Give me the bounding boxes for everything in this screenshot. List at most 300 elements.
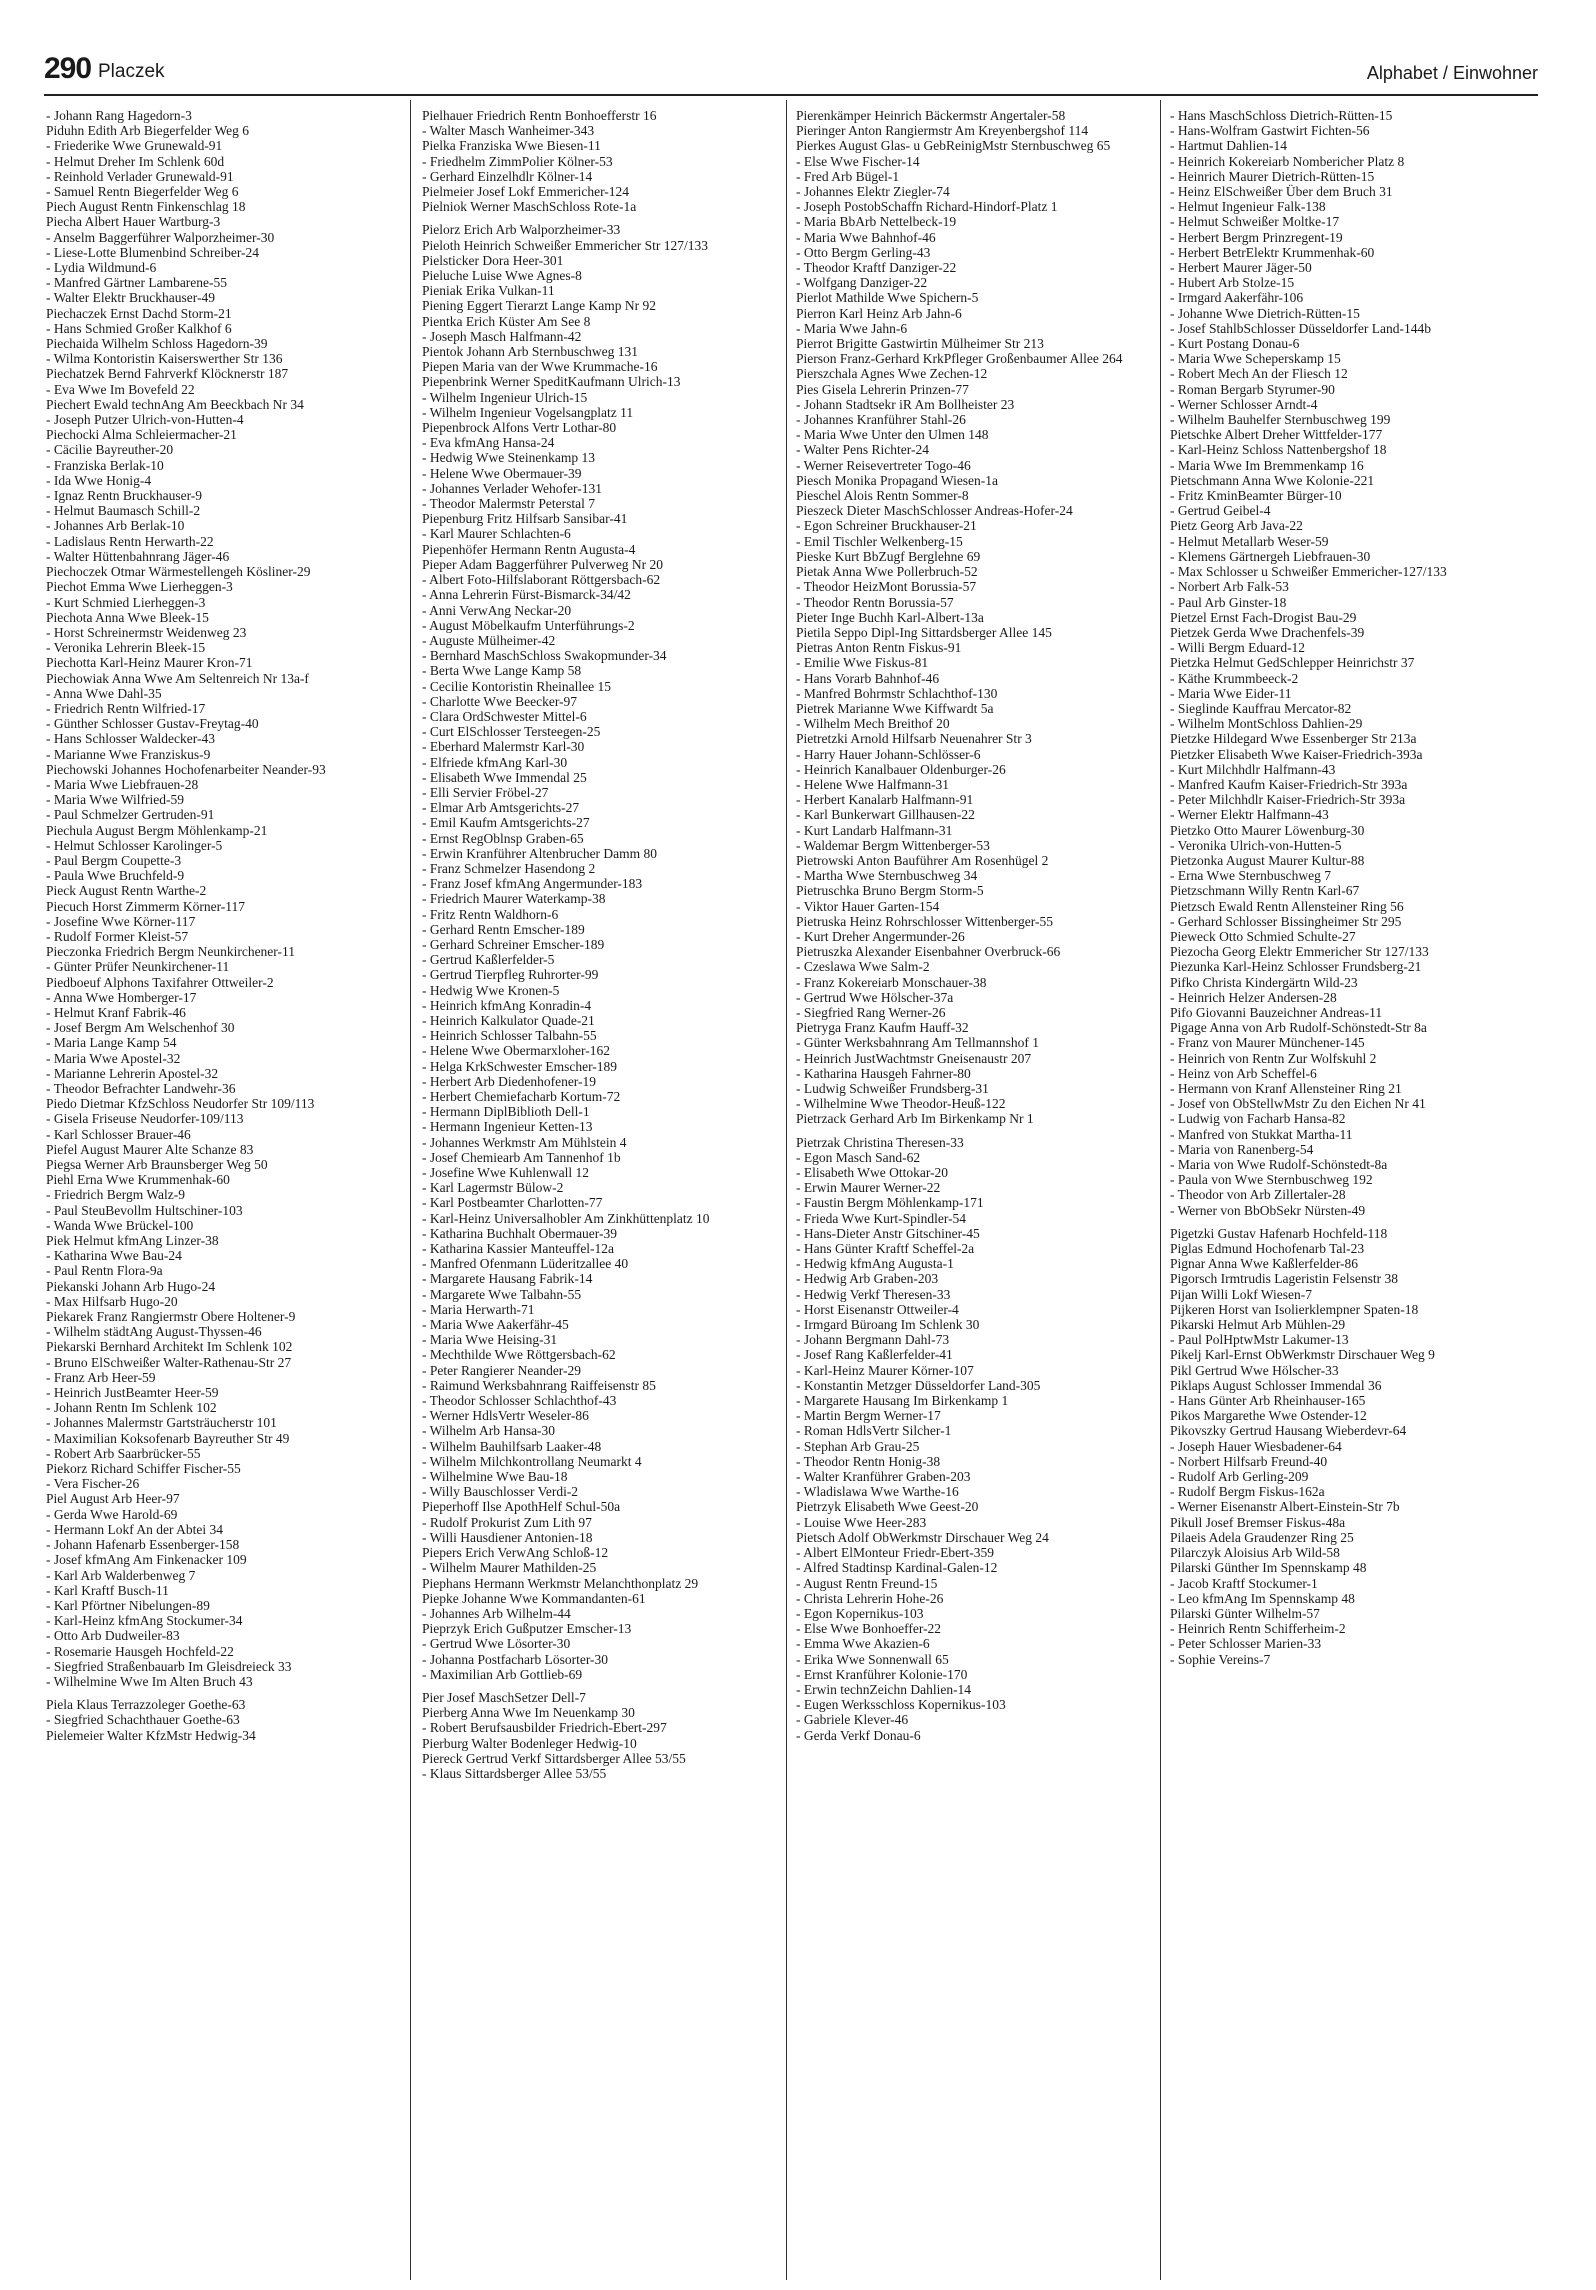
directory-entry: Pilaeis Adela Graudenzer Ring 25 <box>1170 1529 1354 1545</box>
directory-sub-entry: - Emil Kaufm Amtsgerichts-27 <box>422 815 590 831</box>
directory-entry: Piela Klaus Terrazzoleger Goethe-63 <box>46 1697 246 1713</box>
directory-sub-entry: - Herbert Arb Diedenhofener-19 <box>422 1073 597 1089</box>
directory-entry: Piechoczek Otmar Wärmestellengeh Kösliner-29 <box>46 564 311 580</box>
directory-sub-entry: - Peter Rangierer Neander-29 <box>422 1362 582 1378</box>
directory-sub-entry: - Theodor Kraftf Danziger-22 <box>796 260 957 276</box>
directory-entry: Piepers Erich VerwAng Schloß-12 <box>422 1545 609 1561</box>
directory-sub-entry: - Johann Stadtsekr iR Am Bollheister 23 <box>796 396 1015 412</box>
directory-sub-entry: - Helmut Metallarb Weser-59 <box>1170 533 1329 549</box>
directory-sub-entry: - Wolfgang Danziger-22 <box>796 275 928 291</box>
directory-sub-entry: - Günter Werksbahnrang Am Tellmannshof 1 <box>796 1035 1040 1051</box>
directory-sub-entry: - Erwin Kranführer Altenbrucher Damm 80 <box>422 845 658 861</box>
directory-entry: Piehl Erna Wwe Krummenhak-60 <box>46 1172 230 1188</box>
directory-sub-entry: - Siegfried Straßenbauarb Im Gleisdreieck 33 <box>46 1658 292 1674</box>
directory-sub-entry: - Karl Lagermstr Bülow-2 <box>422 1180 564 1196</box>
directory-sub-entry: - Frieda Wwe Kurt-Spindler-54 <box>796 1210 967 1226</box>
directory-entry: Piezunka Karl-Heinz Schlosser Frundsberg-21 <box>1170 959 1422 975</box>
directory-sub-entry: - Herbert Kanalarb Halfmann-91 <box>796 792 974 808</box>
directory-sub-entry: - Anna Wwe Homberger-17 <box>46 989 197 1005</box>
directory-sub-entry: - Wilhelm Arb Hansa-30 <box>422 1423 556 1439</box>
directory-entry: Pierrot Brigitte Gastwirtin Mülheimer Str 213 <box>796 336 1044 352</box>
directory-entry: Piechowski Johannes Hochofenarbeiter Neander-93 <box>46 761 326 777</box>
directory-sub-entry: - Sieglinde Kauffrau Mercator-82 <box>1170 700 1352 716</box>
directory-sub-entry: - Manfred von Stukkat Martha-11 <box>1170 1126 1353 1142</box>
directory-entry: Pies Gisela Lehrerin Prinzen-77 <box>796 381 969 397</box>
directory-entry: Pikull Josef Bremser Fiskus-48a <box>1170 1514 1346 1530</box>
directory-sub-entry: - Paul Schmelzer Gertruden-91 <box>46 807 215 823</box>
directory-sub-entry: - Hermann von Kranf Allensteiner Ring 21 <box>1170 1081 1402 1096</box>
directory-sub-entry: - Curt ElSchlosser Tersteegen-25 <box>422 724 601 740</box>
directory-sub-entry: - Elmar Arb Amtsgerichts-27 <box>422 800 580 816</box>
directory-sub-entry: - Helmut Schlosser Karolinger-5 <box>46 837 223 853</box>
directory-entry: Pientka Erich Küster Am See 8 <box>422 313 591 329</box>
directory-sub-entry: - Gabriele Klever-46 <box>796 1712 909 1728</box>
directory-sub-entry: - Hans Vorarb Bahnhof-46 <box>796 670 940 686</box>
directory-sub-entry: - Erna Wwe Sternbuschweg 7 <box>1170 868 1331 884</box>
directory-sub-entry: - Friederike Wwe Grunewald-91 <box>46 138 223 154</box>
directory-sub-entry: - Johanna Postfacharb Lösorter-30 <box>422 1651 609 1667</box>
directory-sub-entry: - Gerhard Rentn Emscher-189 <box>422 921 585 937</box>
directory-entry: Pietzke Hildegard Wwe Essenberger Str 213a <box>1170 731 1417 747</box>
directory-sub-entry: - Elli Servier Fröbel-27 <box>422 784 549 800</box>
directory-sub-entry: - Roman Bergarb Styrumer-90 <box>1170 381 1335 397</box>
directory-sub-entry: - Max Schlosser u Schweißer Emmericher-127/133 <box>1170 564 1447 580</box>
directory-sub-entry: - Eva kfmAng Hansa-24 <box>422 435 555 451</box>
directory-sub-entry: - Gertrud Tierpfleg Ruhrorter-99 <box>422 967 599 983</box>
column-divider <box>1160 100 1161 2280</box>
directory-sub-entry: - Anna Lehrerin Fürst-Bismarck-34/42 <box>422 587 631 603</box>
directory-sub-entry: - Gertrud Wwe Hölscher-37a <box>796 989 954 1005</box>
directory-sub-entry: - Manfred Kaufm Kaiser-Friedrich-Str 393a <box>1170 776 1408 792</box>
directory-entry: Piechatzek Bernd Fahrverkf Klöcknerstr 187 <box>46 366 289 382</box>
directory-sub-entry: - Johannes Kranführer Stahl-26 <box>796 412 966 428</box>
directory-sub-entry: - Johannes Arb Berlak-10 <box>46 518 185 534</box>
directory-sub-entry: - Günter Prüfer Neunkirchener-11 <box>46 959 230 975</box>
directory-sub-entry: - Josefine Wwe Kuhlenwall 12 <box>422 1165 589 1181</box>
directory-sub-entry: - Johannes Verlader Wehofer-131 <box>422 480 602 496</box>
directory-sub-entry: - Maria von Wwe Rudolf-Schönstedt-8a <box>1170 1157 1388 1173</box>
directory-sub-entry: - Liese-Lotte Blumenbind Schreiber-24 <box>46 244 260 260</box>
directory-entry: Pikarski Helmut Arb Mühlen-29 <box>1170 1317 1346 1333</box>
directory-sub-entry: - Walter Elektr Bruckhauser-49 <box>46 290 215 306</box>
directory-sub-entry: - Gerda Wwe Harold-69 <box>46 1506 178 1522</box>
directory-sub-entry: - Werner Eisenanstr Albert-Einstein-Str 7b <box>1170 1499 1400 1515</box>
directory-entry: Pietras Anton Rentn Fiskus-91 <box>796 640 962 656</box>
directory-entry: Piegsa Werner Arb Braunsberger Weg 50 <box>46 1157 268 1173</box>
directory-sub-entry: - Siegfried Schachthauer Goethe-63 <box>46 1712 240 1728</box>
directory-sub-entry: - Willy Bauschlosser Verdi-2 <box>422 1484 579 1500</box>
directory-sub-entry: - Friedrich Bergm Walz-9 <box>46 1187 186 1203</box>
directory-sub-entry: - Herbert Bergm Prinzregent-19 <box>1170 229 1343 245</box>
directory-sub-entry: - Johanne Wwe Dietrich-Rütten-15 <box>1170 305 1360 321</box>
directory-sub-entry: - Helmut Dreher Im Schlenk 60d <box>46 153 225 169</box>
directory-sub-entry: - Heinrich kfmAng Konradin-4 <box>422 997 592 1013</box>
directory-entry: Pietrek Marianne Wwe Kiffwardt 5a <box>796 700 994 716</box>
directory-entry: Pieperhoff Ilse ApothHelf Schul-50a <box>422 1499 621 1515</box>
directory-sub-entry: - Theodor Malermstr Peterstal 7 <box>422 496 595 512</box>
directory-entry: Pignar Anna Wwe Kaßlerfelder-86 <box>1170 1256 1359 1272</box>
directory-entry: Pifko Christa Kindergärtn Wild-23 <box>1170 974 1358 990</box>
directory-sub-entry: - Louise Wwe Heer-283 <box>796 1514 927 1530</box>
directory-sub-entry: - Wilhelmine Wwe Im Alten Bruch 43 <box>46 1673 253 1689</box>
directory-entry: Pifo Giovanni Bauzeichner Andreas-11 <box>1170 1004 1383 1020</box>
directory-sub-entry: - Roman HdlsVertr Silcher-1 <box>796 1423 952 1439</box>
directory-entry: Piezocha Georg Elektr Emmericher Str 127/133 <box>1170 944 1429 960</box>
entry-spacer <box>422 214 762 222</box>
directory-sub-entry: - Egon Kopernikus-103 <box>796 1605 924 1621</box>
directory-sub-entry: - Clara OrdSchwester Mittel-6 <box>422 708 587 724</box>
directory-sub-entry: - Siegfried Rang Werner-26 <box>796 1004 946 1020</box>
directory-sub-entry: - Hans MaschSchloss Dietrich-Rütten-15 <box>1170 108 1393 123</box>
directory-sub-entry: - Franz von Maurer Münchener-145 <box>1170 1035 1365 1051</box>
directory-sub-entry: - Martin Bergm Werner-17 <box>796 1408 941 1424</box>
directory-entry: Piglas Edmund Hochofenarb Tal-23 <box>1170 1241 1365 1257</box>
directory-sub-entry: - Maria Wwe Scheperskamp 15 <box>1170 351 1341 367</box>
directory-sub-entry: - Wilhelmine Wwe Theodor-Heuß-122 <box>796 1096 1006 1112</box>
directory-entry: Pieniak Erika Vulkan-11 <box>422 283 555 299</box>
directory-sub-entry: - Paula Wwe Bruchfeld-9 <box>46 868 185 884</box>
directory-sub-entry: - Gisela Friseuse Neudorfer-109/113 <box>46 1111 244 1127</box>
directory-entry: Pieter Inge Buchh Karl-Albert-13a <box>796 609 984 625</box>
directory-entry: Pierburg Walter Bodenleger Hedwig-10 <box>422 1735 637 1751</box>
directory-entry: Piedo Dietmar KfzSchloss Neudorfer Str 109/113 <box>46 1096 315 1112</box>
directory-entry: Pietsch Adolf ObWerkmstr Dirschauer Weg 24 <box>796 1529 1049 1545</box>
entry-spacer <box>46 1689 386 1697</box>
directory-entry: Pikos Margarethe Wwe Ostender-12 <box>1170 1408 1367 1424</box>
directory-entry: Pieluche Luise Wwe Agnes-8 <box>422 268 582 284</box>
directory-sub-entry: - Franz Kokereiarb Monschauer-38 <box>796 974 987 990</box>
directory-sub-entry: - Franziska Berlak-10 <box>46 457 164 473</box>
directory-sub-entry: - Fred Arb Bügel-1 <box>796 168 900 184</box>
directory-sub-entry: - Fritz KminBeamter Bürger-10 <box>1170 488 1342 504</box>
directory-sub-entry: - Walter Pens Richter-24 <box>796 442 929 458</box>
directory-sub-entry: - Josef Rang Kaßlerfelder-41 <box>796 1347 953 1363</box>
directory-sub-entry: - Willi Bergm Eduard-12 <box>1170 640 1306 656</box>
directory-sub-entry: - Johann Hafenarb Essenberger-158 <box>46 1537 240 1553</box>
directory-entry: Piepen Maria van der Wwe Krummache-16 <box>422 359 658 375</box>
directory-sub-entry: - Heinrich JustWachtmstr Gneisenaustr 207 <box>796 1050 1032 1066</box>
directory-sub-entry: - Wilhelm Maurer Mathilden-25 <box>422 1560 597 1576</box>
directory-entry: Piechert Ewald technAng Am Beeckbach Nr 34 <box>46 396 304 412</box>
directory-entry: Pier Josef MaschSetzer Dell-7 <box>422 1689 586 1705</box>
directory-sub-entry: - Franz Josef kfmAng Angermunder-183 <box>422 876 643 892</box>
directory-entry: Pieszeck Dieter MaschSchlosser Andreas-Hofer-24 <box>796 503 1073 519</box>
directory-sub-entry: - Johann Rentn Im Schlenk 102 <box>46 1400 217 1416</box>
directory-sub-entry: - Rudolf Prokurist Zum Lith 97 <box>422 1514 592 1530</box>
directory-sub-entry: - Wilhelm Bauhelfer Sternbuschweg 199 <box>1170 412 1391 428</box>
directory-entry: Pilarski Günther Im Spennskamp 48 <box>1170 1560 1367 1576</box>
directory-entry: Piepenhöfer Hermann Rentn Augusta-4 <box>422 541 636 557</box>
directory-sub-entry: - Franz Schmelzer Hasendong 2 <box>422 860 596 876</box>
directory-entry: Pikelj Karl-Ernst ObWerkmstr Dirschauer Weg 9 <box>1170 1347 1435 1363</box>
directory-sub-entry: - Ignaz Rentn Bruckhauser-9 <box>46 488 203 504</box>
directory-sub-entry: - Maria BbArb Nettelbeck-19 <box>796 214 957 230</box>
directory-sub-entry: - Manfred Ofenmann Lüderitzallee 40 <box>422 1256 629 1272</box>
directory-sub-entry: - Margarete Wwe Talbahn-55 <box>422 1286 582 1302</box>
directory-sub-entry: - Heinrich Kanalbauer Oldenburger-26 <box>796 761 1006 777</box>
column-divider <box>786 100 787 2280</box>
directory-sub-entry: - Walter Hüttenbahnrang Jäger-46 <box>46 548 230 564</box>
directory-sub-entry: - Martha Wwe Sternbuschweg 34 <box>796 868 978 884</box>
directory-sub-entry: - Karl Arb Walderbenweg 7 <box>46 1567 196 1583</box>
directory-sub-entry: - Ernst Kranführer Kolonie-170 <box>796 1666 968 1682</box>
directory-entry: Pietzko Otto Maurer Löwenburg-30 <box>1170 822 1365 838</box>
directory-entry: Piekarski Bernhard Architekt Im Schlenk 102 <box>46 1339 293 1355</box>
directory-entry: Piecha Albert Hauer Wartburg-3 <box>46 214 221 230</box>
directory-sub-entry: - Karl-Heinz Schloss Nattenbergshof 18 <box>1170 442 1387 458</box>
directory-sub-entry: - Heinz von Arb Scheffel-6 <box>1170 1065 1317 1081</box>
directory-sub-entry: - Heinrich JustBeamter Heer-59 <box>46 1385 219 1401</box>
directory-entry: Piechot Emma Wwe Lierheggen-3 <box>46 579 233 595</box>
directory-sub-entry: - Joseph Putzer Ulrich-von-Hutten-4 <box>46 412 244 428</box>
directory-sub-entry: - Robert Arb Saarbrücker-55 <box>46 1445 201 1461</box>
directory-sub-entry: - Wladislawa Wwe Warthe-16 <box>796 1484 959 1500</box>
directory-sub-entry: - Kurt Milchhdlr Halfmann-43 <box>1170 761 1336 777</box>
directory-entry: Piekarek Franz Rangiermstr Obere Holtener-9 <box>46 1309 296 1325</box>
directory-sub-entry: - Werner HdlsVertr Weseler-86 <box>422 1408 589 1424</box>
directory-entry: Pielka Franziska Wwe Biesen-11 <box>422 138 601 154</box>
directory-sub-entry: - Klaus Sittardsberger Allee 53/55 <box>422 1765 607 1781</box>
directory-entry: Pierberg Anna Wwe Im Neuenkamp 30 <box>422 1705 635 1721</box>
directory-sub-entry: - Werner Reisevertreter Togo-46 <box>796 457 971 473</box>
directory-entry: Pietzker Elisabeth Wwe Kaiser-Friedrich-393a <box>1170 746 1423 762</box>
directory-sub-entry: - Joseph Masch Halfmann-42 <box>422 328 582 344</box>
directory-sub-entry: - Maria Wwe Heising-31 <box>422 1332 558 1348</box>
directory-sub-entry: - Emilie Wwe Fiskus-81 <box>796 655 929 671</box>
directory-sub-entry: - Günther Schlosser Gustav-Freytag-40 <box>46 716 259 732</box>
directory-sub-entry: - Katharina Hausgeh Fahrner-80 <box>796 1065 971 1081</box>
directory-sub-entry: - Rosemarie Hausgeh Hochfeld-22 <box>46 1643 234 1659</box>
directory-sub-entry: - Elfriede kfmAng Karl-30 <box>422 754 568 770</box>
directory-sub-entry: - Heinrich Kalkulator Quade-21 <box>422 1012 595 1028</box>
directory-sub-entry: - Werner Schlosser Arndt-4 <box>1170 396 1318 412</box>
directory-sub-entry: - Gertrud Geibel-4 <box>1170 503 1271 519</box>
directory-sub-entry: - Viktor Hauer Garten-154 <box>796 898 940 914</box>
directory-sub-entry: - Lydia Wildmund-6 <box>46 260 157 276</box>
directory-entry: Piereck Gertrud Verkf Sittardsberger Allee 53/55 <box>422 1750 686 1766</box>
directory-sub-entry: - Karl-Heinz Universalhobler Am Zinkhüttenplatz 10 <box>422 1210 710 1226</box>
directory-entry: Pigage Anna von Arb Rudolf-Schönstedt-Str 8a <box>1170 1020 1427 1036</box>
directory-sub-entry: - Rudolf Arb Gerling-209 <box>1170 1469 1309 1485</box>
directory-sub-entry: - Wilhelm Ingenieur Ulrich-15 <box>422 389 588 405</box>
directory-sub-entry: - Johannes Werkmstr Am Mühlstein 4 <box>422 1134 627 1150</box>
directory-sub-entry: - Theodor HeizMont Borussia-57 <box>796 579 977 595</box>
directory-sub-entry: - Johann Bergmann Dahl-73 <box>796 1332 950 1348</box>
directory-sub-entry: - Maria Wwe Jahn-6 <box>796 320 908 336</box>
directory-sub-entry: - Friedrich Maurer Waterkamp-38 <box>422 891 606 907</box>
directory-sub-entry: - Hermann Ingenieur Ketten-13 <box>422 1119 593 1135</box>
directory-sub-entry: - Ernst RegOblnsp Graben-65 <box>422 830 584 846</box>
directory-sub-entry: - Hubert Arb Stolze-15 <box>1170 275 1295 291</box>
directory-sub-entry: - Harry Hauer Johann-Schlösser-6 <box>796 746 981 762</box>
directory-sub-entry: - Friedrich Rentn Wilfried-17 <box>46 700 206 716</box>
column-4 <box>1170 108 1510 2278</box>
directory-sub-entry: - Maria Wwe Aakerfähr-45 <box>422 1317 569 1333</box>
directory-sub-entry: - Gerhard Einzelhdlr Kölner-14 <box>422 168 593 184</box>
directory-sub-entry: - Paul Rentn Flora-9a <box>46 1263 163 1279</box>
directory-sub-entry: - Kurt Dreher Angermunder-26 <box>796 928 965 944</box>
directory-entry: Pielsticker Dora Heer-301 <box>422 252 564 268</box>
directory-sub-entry: - Kurt Landarb Halfmann-31 <box>796 822 953 838</box>
directory-sub-entry: - Egon Masch Sand-62 <box>796 1149 921 1165</box>
directory-sub-entry: - Eberhard Malermstr Karl-30 <box>422 739 585 755</box>
directory-sub-entry: - Werner von BbObSekr Nürsten-49 <box>1170 1202 1366 1218</box>
directory-sub-entry: - Maria Wwe Im Bremmenkamp 16 <box>1170 457 1364 473</box>
directory-sub-entry: - Josef Chemiearb Am Tannenhof 1b <box>422 1149 621 1165</box>
directory-sub-entry: - Maximilian Koksofenarb Bayreuther Str 49 <box>46 1430 290 1446</box>
directory-sub-entry: - Karl Bunkerwart Gillhausen-22 <box>796 807 975 823</box>
directory-sub-entry: - Hedwig kfmAng Augusta-1 <box>796 1256 954 1272</box>
directory-sub-entry: - Theodor Schlosser Schlachthof-43 <box>422 1393 617 1409</box>
directory-sub-entry: - Wilhelm Bauhilfsarb Laaker-48 <box>422 1438 602 1454</box>
directory-sub-entry: - Horst Schreinermstr Weidenweg 23 <box>46 624 247 640</box>
directory-sub-entry: - Ludwig von Facharb Hansa-82 <box>1170 1111 1346 1127</box>
directory-sub-entry: - Katharina Kassier Manteuffel-12a <box>422 1241 615 1257</box>
entry-spacer <box>1170 1218 1510 1226</box>
directory-sub-entry: - Rudolf Former Kleist-57 <box>46 928 189 944</box>
directory-sub-entry: - Johannes Arb Wilhelm-44 <box>422 1605 571 1621</box>
column-divider <box>410 100 411 2280</box>
directory-sub-entry: - Karl-Heinz kfmAng Stockumer-34 <box>46 1613 243 1629</box>
directory-sub-entry: - Gerhard Schlosser Bissingheimer Str 295 <box>1170 913 1402 929</box>
directory-sub-entry: - Emma Wwe Akazien-6 <box>796 1636 930 1652</box>
directory-sub-entry: - Johannes Malermstr Gartsträucherstr 101 <box>46 1415 277 1431</box>
directory-sub-entry: - Gerda Verkf Donau-6 <box>796 1727 921 1743</box>
directory-entry: Pieweck Otto Schmied Schulte-27 <box>1170 928 1356 944</box>
directory-entry: Pietretzki Arnold Hilfsarb Neuenahrer Str 3 <box>796 731 1032 747</box>
directory-entry: Pietrzyk Elisabeth Wwe Geest-20 <box>796 1499 979 1515</box>
directory-sub-entry: - Maria Wwe Eider-11 <box>1170 685 1292 701</box>
directory-sub-entry: - Auguste Mülheimer-42 <box>422 632 556 648</box>
directory-sub-entry: - Helene Wwe Obermauer-39 <box>422 465 582 481</box>
directory-entry: Piel August Arb Heer-97 <box>46 1491 180 1507</box>
directory-sub-entry: - Klemens Gärtnergeh Liebfrauen-30 <box>1170 548 1371 564</box>
directory-sub-entry: - Franz Arb Heer-59 <box>46 1369 156 1385</box>
directory-sub-entry: - Robert Mech An der Fliesch 12 <box>1170 366 1348 382</box>
directory-sub-entry: - Erwin Maurer Werner-22 <box>796 1180 941 1196</box>
directory-sub-entry: - Josef StahlbSchlosser Düsseldorfer Land-144b <box>1170 320 1431 336</box>
directory-entry: Pieschel Alois Rentn Sommer-8 <box>796 488 969 504</box>
directory-sub-entry: - Hans Günter Kraftf Scheffel-2a <box>796 1241 975 1257</box>
directory-entry: Pietzel Ernst Fach-Drogist Bau-29 <box>1170 609 1357 625</box>
directory-sub-entry: - Katharina Wwe Bau-24 <box>46 1248 182 1264</box>
directory-sub-entry: - Cecilie Kontoristin Rheinallee 15 <box>422 678 611 694</box>
directory-entry: Pietila Seppo Dipl-Ing Sittardsberger Allee 145 <box>796 624 1052 640</box>
directory-sub-entry: - Stephan Arb Grau-25 <box>796 1438 920 1454</box>
directory-sub-entry: - Josef von ObStellwMstr Zu den Eichen Nr 41 <box>1170 1096 1426 1112</box>
directory-sub-entry: - Alfred Stadtinsp Kardinal-Galen-12 <box>796 1560 998 1576</box>
directory-sub-entry: - Heinrich Schlosser Talbahn-55 <box>422 1028 597 1044</box>
directory-sub-entry: - Theodor Befrachter Landwehr-36 <box>46 1081 236 1096</box>
directory-entry: Piech August Rentn Finkenschlag 18 <box>46 199 246 215</box>
directory-sub-entry: - Hedwig Wwe Kronen-5 <box>422 982 560 998</box>
directory-sub-entry: - Helmut Kranf Fabrik-46 <box>46 1004 186 1020</box>
directory-entry: Pientok Johann Arb Sternbuschweg 131 <box>422 344 638 360</box>
column-2 <box>422 108 762 2278</box>
directory-sub-entry: - Hedwig Arb Graben-203 <box>796 1271 939 1287</box>
directory-sub-entry: - Ludwig Schweißer Frundsberg-31 <box>796 1081 989 1096</box>
directory-entry: Pijan Willi Lokf Wiesen-7 <box>1170 1286 1313 1302</box>
directory-entry: Pietschke Albert Dreher Wittfelder-177 <box>1170 427 1383 443</box>
directory-entry: Pietzsch Ewald Rentn Allensteiner Ring 56 <box>1170 898 1404 914</box>
directory-sub-entry: - Maria Lange Kamp 54 <box>46 1035 177 1051</box>
directory-sub-entry: - Hans-Wolfram Gastwirt Fichten-56 <box>1170 123 1370 139</box>
directory-sub-entry: - Kurt Schmied Lierheggen-3 <box>46 594 206 610</box>
directory-sub-entry: - Manfred Bohrmstr Schlachthof-130 <box>796 685 998 701</box>
directory-sub-entry: - Helene Wwe Halfmann-31 <box>796 776 950 792</box>
directory-sub-entry: - Maria Herwarth-71 <box>422 1301 535 1317</box>
directory-sub-entry: - Maria Wwe Unter den Ulmen 148 <box>796 427 989 443</box>
directory-sub-entry: - Veronika Ulrich-von-Hutten-5 <box>1170 837 1342 853</box>
directory-sub-entry: - Gerhard Schreiner Emscher-189 <box>422 936 605 952</box>
directory-sub-entry: - Joseph PostobSchaffn Richard-Hindorf-Platz 1 <box>796 199 1058 215</box>
directory-sub-entry: - Elisabeth Wwe Immendal 25 <box>422 769 587 785</box>
directory-entry: Piechocki Alma Schleiermacher-21 <box>46 427 237 443</box>
directory-sub-entry: - Käthe Krummbeeck-2 <box>1170 670 1299 686</box>
directory-sub-entry: - Wilhelm Mech Breithof 20 <box>796 716 950 732</box>
directory-entry: Pietak Anna Wwe Pollerbruch-52 <box>796 564 978 580</box>
directory-sub-entry: - Heinrich Rentn Schifferheim-2 <box>1170 1621 1346 1637</box>
column-1 <box>46 108 386 2278</box>
directory-entry: Pielmeier Josef Lokf Emmericher-124 <box>422 184 630 200</box>
directory-sub-entry: - Wanda Wwe Brückel-100 <box>46 1217 194 1233</box>
directory-sub-entry: - Friedhelm ZimmPolier Kölner-53 <box>422 153 613 169</box>
directory-sub-entry: - Hartmut Dahlien-14 <box>1170 138 1287 154</box>
directory-sub-entry: - Karl Schlosser Brauer-46 <box>46 1126 191 1142</box>
directory-entry: Piekorz Richard Schiffer Fischer-55 <box>46 1461 241 1477</box>
directory-sub-entry: - Walter Masch Wanheimer-343 <box>422 123 595 139</box>
directory-sub-entry: - Joseph Hauer Wiesbadener-64 <box>1170 1438 1342 1454</box>
directory-sub-entry: - Emil Tischler Welkenberg-15 <box>796 533 963 549</box>
directory-sub-entry: - Reinhold Verlader Grunewald-91 <box>46 168 234 184</box>
directory-sub-entry: - Theodor Rentn Honig-38 <box>796 1453 941 1469</box>
directory-entry: Pierson Franz-Gerhard KrkPfleger Großenbaumer Allee 264 <box>796 351 1123 367</box>
directory-sub-entry: - Walter Kranführer Graben-203 <box>796 1469 971 1485</box>
directory-sub-entry: - Irmgard Büroang Im Schlenk 30 <box>796 1317 980 1333</box>
directory-entry: Pijkeren Horst van Isolierklempner Spaten-18 <box>1170 1301 1419 1317</box>
directory-entry: Piechaczek Ernst Dachd Storm-21 <box>46 305 232 321</box>
directory-entry: Pieczonka Friedrich Bergm Neunkirchener-11 <box>46 944 296 960</box>
directory-sub-entry: - Leo kfmAng Im Spennskamp 48 <box>1170 1590 1355 1606</box>
directory-entry: Pietzka Helmut GedSchlepper Heinrichstr 37 <box>1170 655 1415 671</box>
directory-entry: Pieprzyk Erich Gußputzer Emscher-13 <box>422 1621 632 1637</box>
directory-sub-entry: - Hedwig Wwe Steinenkamp 13 <box>422 450 595 466</box>
directory-entry: Pietrzak Christina Theresen-33 <box>796 1134 964 1150</box>
directory-sub-entry: - Wilhelm Milchkontrollang Neumarkt 4 <box>422 1453 642 1469</box>
directory-entry: Piepenbrock Alfons Vertr Lothar-80 <box>422 420 617 436</box>
page-header <box>44 52 1538 88</box>
directory-entry: Piepke Johanne Wwe Kommandanten-61 <box>422 1590 646 1606</box>
directory-sub-entry: - Gertrud Kaßlerfelder-5 <box>422 952 555 968</box>
directory-entry: Pigorsch Irmtrudis Lageristin Felsenstr 38 <box>1170 1271 1398 1287</box>
directory-sub-entry: - Wilhelmine Wwe Bau-18 <box>422 1469 568 1485</box>
directory-sub-entry: - Heinrich Kokereiarb Nombericher Platz 8 <box>1170 153 1405 169</box>
directory-entry: Pikovszky Gertrud Hausang Wieberdevr-64 <box>1170 1423 1407 1439</box>
directory-sub-entry: - Veronika Lehrerin Bleek-15 <box>46 640 206 656</box>
directory-sub-entry: - Karl Kraftf Busch-11 <box>46 1582 169 1598</box>
directory-sub-entry: - Robert Berufsausbilder Friedrich-Ebert-297 <box>422 1720 667 1736</box>
directory-sub-entry: - Cäcilie Bayreuther-20 <box>46 442 174 458</box>
directory-entry: Piecuch Horst Zimmerm Körner-117 <box>46 898 246 914</box>
directory-sub-entry: - Helmut Ingenieur Falk-138 <box>1170 199 1326 215</box>
directory-sub-entry: - August Rentn Freund-15 <box>796 1575 938 1591</box>
directory-sub-entry: - Anna Wwe Dahl-35 <box>46 685 162 701</box>
directory-sub-entry: - Paul Bergm Coupette-3 <box>46 852 182 868</box>
directory-entry: Pilarski Günter Wilhelm-57 <box>1170 1605 1320 1621</box>
directory-sub-entry: - Wilhelm MontSchloss Dahlien-29 <box>1170 716 1363 732</box>
directory-sub-entry: - Else Wwe Bonhoeffer-22 <box>796 1621 942 1637</box>
directory-entry: Piechaida Wilhelm Schloss Hagedorn-39 <box>46 336 268 352</box>
